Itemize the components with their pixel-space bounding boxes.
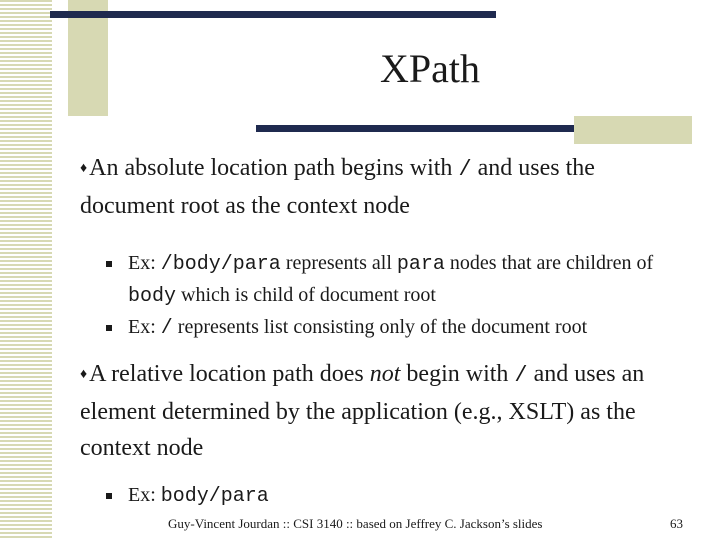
diamond-bullet-icon: ♦ <box>80 161 88 176</box>
slide-body <box>80 150 680 512</box>
sub-bullet-text: represents list consisting only of the document root <box>177 316 588 338</box>
code-example: body <box>128 285 177 308</box>
slide-title: XPath <box>380 46 480 91</box>
bullet-relative-path <box>80 356 680 466</box>
sub-bullet-text: Ex: <box>128 252 156 274</box>
sub-bullet-text: Ex: <box>128 484 156 506</box>
code-example: / <box>160 317 173 340</box>
diamond-bullet-icon: ♦ <box>80 367 88 382</box>
code-slash: / <box>514 363 528 388</box>
code-example: para <box>396 253 445 276</box>
sub-bullet-text: represents all <box>285 252 392 274</box>
code-slash: / <box>458 157 472 182</box>
bullet-text: A relative location path does <box>89 361 364 387</box>
title-top-rule <box>50 11 496 18</box>
code-example: body/para <box>160 485 269 508</box>
bullet-text: and uses the document root as the context node <box>80 155 595 219</box>
bullet-absolute-path <box>80 150 680 224</box>
sub-bullet-text: which is child of document root <box>181 284 436 306</box>
right-tan-block <box>574 116 692 144</box>
square-bullet-icon <box>106 493 112 499</box>
square-bullet-icon <box>106 325 112 331</box>
sub-bullet-text: Ex: <box>128 316 156 338</box>
bullet-text: An absolute location path begins with <box>89 155 453 181</box>
square-bullet-icon <box>106 261 112 267</box>
bullet-text: begin with <box>406 361 509 387</box>
sub-bullet-example-2 <box>80 312 668 344</box>
sub-bullet-example-3 <box>80 480 668 512</box>
page-number: 63 <box>670 516 683 531</box>
emphasis-not: not <box>369 361 401 387</box>
bullet-text: and uses an element determined by the application (e.g., XSLT) as the context node <box>80 361 645 461</box>
code-example: /body/para <box>160 253 281 276</box>
left-striped-decoration <box>0 0 52 540</box>
slide-footer: Guy-Vincent Jourdan :: CSI 3140 :: based on Jeffrey C. Jackson’s slides <box>168 516 543 531</box>
sub-bullet-example-1 <box>80 248 668 312</box>
sub-bullet-text: nodes that are children of <box>449 252 654 274</box>
